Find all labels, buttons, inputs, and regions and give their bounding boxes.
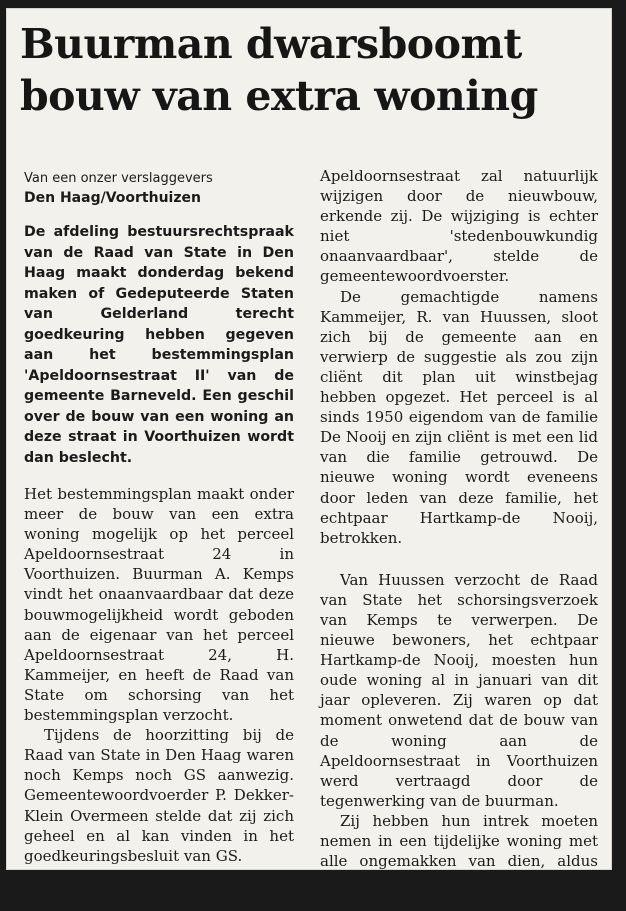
byline-author: Van een onzer verslaggevers [24, 171, 213, 186]
body-paragraph: Apeldoornsestraat zal natuurlijk wijzigen door de nieuwbouw, erkende zij. De wijziging is echter niet 'stedenbouwkundig onaanvaardbaar', stelde de gemeentewoordvoerster. [320, 167, 598, 286]
body-paragraph: Zij hebben hun intrek moeten nemen in een tijdelijke woning met alle ongemakken van dien, aldus van Huussen tijdens de hoorzitting in Den Haag. [320, 811, 598, 911]
lead-paragraph: De afdeling bestuursrechtspraak van de Raad van State in Den Haag maakt donderdag bekend maken of Gedeputeerde Staten van Gelderland terecht goedkeuring hebben gegeven aan het bestemmingsplan 'Apeldoornsestraat II' van de gemeente Barneveld. Een geschil over de bouw van een woning an deze straat in Voorthuizen wordt dan beslecht. [24, 224, 294, 466]
right-column [320, 166, 598, 911]
body-paragraph: De gemachtigde namens Kammeijer, R. van Huussen, sloot zich bij de gemeente aan en verwierp de suggestie als zou zijn cliënt dit plan uit winstbejag hebben opgezet. Het perceel is al sinds 1950 eigendom van de familie De Nooij en zijn cliënt is met een lid van die familie getrouwd. De nieuwe woning wordt eveneens door leden van deze familie, het echtpaar Hartkamp-de Nooij, betrokken. [320, 287, 598, 547]
headline-line-1: Buurman dwarsboomt [20, 20, 522, 68]
body-paragraph: Het aanzien van dit deel van de [44, 866, 285, 885]
body-paragraph: Tijdens de hoorzitting bij de Raad van State in Den Haag waren noch Kemps noch GS aanwezig. Gemeentewoordvoerder P. Dekker-Klein Overmeen stelde dat zij zich geheel en al kan vinden in het goedkeuringsbesluit van GS. [24, 726, 294, 865]
headline-line-2: bouw van extra woning [20, 72, 538, 120]
byline-dateline: Den Haag/Voorthuizen [24, 190, 201, 206]
body-paragraph: Het bestemmingsplan maakt onder meer de bouw van een extra woning mogelijk op het perceel Apeldoornsestraat 24 in Voorthuizen. Buurman A. Kemps vindt het onaanvaardbaar dat deze bouwmogelijkheid wordt geboden aan de eigenaar van het perceel Apeldoornsestraat 24, H. Kammeijer, en heeft de Raad van State om schorsing van het bestemmingsplan verzocht. [24, 485, 294, 725]
newspaper-clipping [6, 8, 612, 911]
body-paragraph: Van Huussen verzocht de Raad van State het schorsingsverzoek van Kemps te verwerpen. De nieuwe bewoners, het echtpaar Hartkamp-de Nooij, moesten hun oude woning al in januari van dit jaar opleveren. Zij waren op dat moment onwetend dat de bouw van de woning aan de Apeldoornsestraat in Voorthuizen werd vertraagd door de tegenwerking van de buurman. [320, 570, 598, 810]
paragraph-gap [320, 548, 598, 570]
headline [20, 18, 600, 122]
left-column [24, 168, 294, 886]
